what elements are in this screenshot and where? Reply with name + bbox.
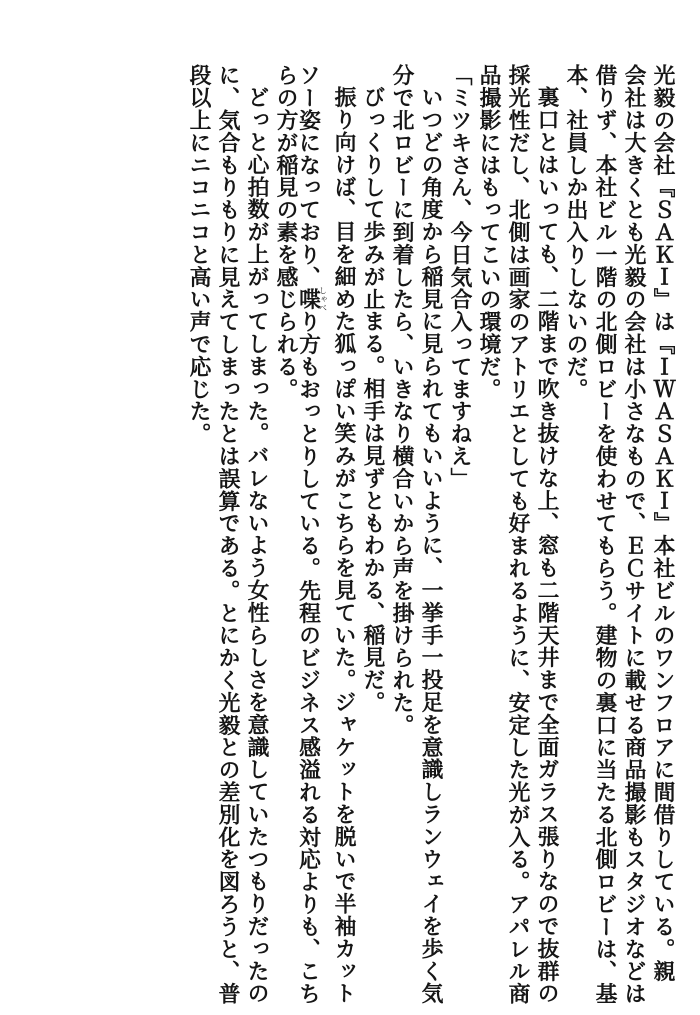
text-line-13-after: り方もおっとりしている。先程のビジネス感溢れる対応よりも、こち [295,310,321,1005]
text-line-6: 採光性だし、北側は画家のアトリエとしても好まれるように、安定した光が入る。アパレル商 [505,64,530,1005]
text-line-16: に、気合もりもりに見えてしまったとは誤算である。とにかく光毅との差別化を図ろうと、普 [215,64,240,1005]
text-line-2: 会社は大きくとも光毅の会社は小さなもので、ＥＣサイトに載せる商品撮影もスタジオなどは [621,64,646,1005]
text-line-14: らの方が稲見の素を感じられる。 [273,64,298,400]
text-line-8: 「ミツキさん、今日気合入ってますねえ」 [447,64,472,490]
text-line-13 [295,64,328,1005]
text-line-13-before: ソー姿になっており、 [295,64,321,288]
text-line-1: 光毅の会社『ＳＡＫＩ』は『ＩＷＡＳＡＫＩ』本社ビルのワンフロアに間借りしている。親 [650,64,675,983]
ruby-reading: しゃべ [318,286,328,313]
ruby-base: 喋 [295,286,321,313]
text-line-4: 本、社員しか出入りしないのだ。 [563,64,588,400]
text-line-15: どっと心拍数が上がってしまった。バレないよう女性らしさを意識していたつもりだったの [244,86,269,1005]
ruby-shaberi [295,286,328,313]
text-line-7: 品撮影にはもってこいの環境だ。 [476,64,501,400]
text-line-17: 段以上にニコニコと高い声で応じた。 [186,64,211,445]
text-line-3: 借りず、本社ビル一階の北側ロビーを使わせてもらう。建物の裏口に当たる北側ロビーは、基 [592,64,617,1005]
text-line-5: 裏口とはいっても、二階まで吹き抜けな上、窓も二階天井まで全面ガラス張りなので抜群の [534,86,559,1005]
text-line-9: いつどの角度から稲見に見られてもいいように、一挙手一投足を意識しランウェイを歩く気 [418,86,443,1005]
text-line-10: 分で北ロビーに到着したら、いきなり横合いから声を掛けられた。 [389,64,414,736]
text-line-11: びっくりして歩みが止まる。相手は見ずともわかる、稲見だ。 [360,86,385,714]
text-line-12: 振り向けば、目を細めた狐っぽい笑みがこちらを見ていた。ジャケットを脱いで半袖カット [331,86,356,1005]
